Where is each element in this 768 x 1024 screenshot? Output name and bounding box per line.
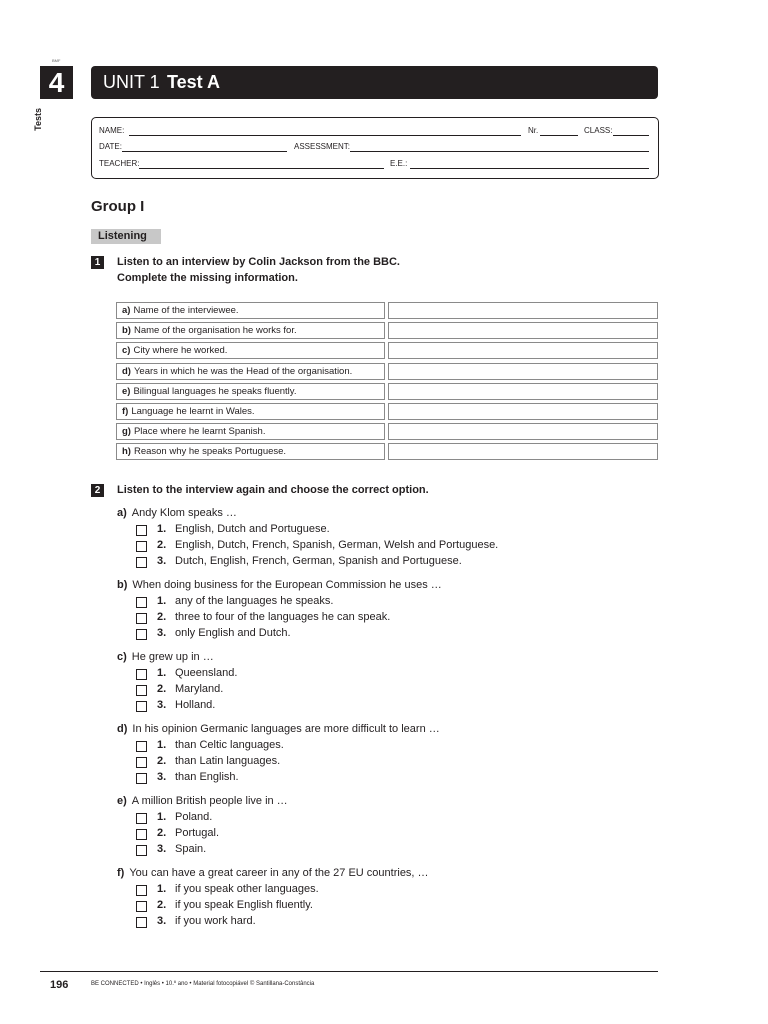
option-checkbox[interactable] xyxy=(136,525,147,536)
option-number: 1. xyxy=(157,667,167,679)
q2-item xyxy=(117,867,429,879)
q2-item xyxy=(117,579,442,591)
assessment-label: ASSESSMENT: xyxy=(294,142,351,151)
q1-answer-cell[interactable] xyxy=(388,363,658,380)
option-checkbox[interactable] xyxy=(136,813,147,824)
option-number: 2. xyxy=(157,539,167,551)
ee-field[interactable] xyxy=(410,168,649,169)
option-text: than Celtic languages. xyxy=(175,739,284,751)
option-checkbox[interactable] xyxy=(136,701,147,712)
q1-prompt-cell xyxy=(116,423,385,440)
section-tag: Listening xyxy=(91,229,161,244)
option-number: 1. xyxy=(157,883,167,895)
q2-item-text: Andy Klom speaks … xyxy=(131,507,237,519)
option-number: 1. xyxy=(157,811,167,823)
q1-row-text: Name of the organisation he works for. xyxy=(133,325,297,337)
option-text: if you work hard. xyxy=(175,915,256,927)
option-text: than Latin languages. xyxy=(175,755,281,767)
side-label: Tests xyxy=(33,108,43,131)
option-text: than English. xyxy=(175,771,239,783)
question-1-line1: Listen to an interview by Colin Jackson from the BBC. xyxy=(117,256,400,268)
student-info-box xyxy=(91,117,659,179)
nr-label: Nr. xyxy=(528,126,539,135)
option-checkbox[interactable] xyxy=(136,741,147,752)
option-number: 1. xyxy=(157,739,167,751)
q1-row-letter: e) xyxy=(122,385,131,397)
date-field[interactable] xyxy=(122,151,287,152)
q1-row-text: City where he worked. xyxy=(133,345,228,357)
option-checkbox[interactable] xyxy=(136,613,147,624)
q2-item-letter: c) xyxy=(117,651,127,663)
teacher-label: TEACHER: xyxy=(99,159,140,168)
q1-answer-cell[interactable] xyxy=(388,302,658,319)
q2-item-letter: e) xyxy=(117,795,127,807)
option-text: Dutch, English, French, German, Spanish and Portuguese. xyxy=(175,555,462,567)
q1-prompt-cell xyxy=(116,443,385,460)
option-checkbox[interactable] xyxy=(136,829,147,840)
q2-item-text: A million British people live in … xyxy=(131,795,288,807)
q2-item xyxy=(117,723,440,735)
class-field[interactable] xyxy=(613,135,649,136)
option-text: English, Dutch, French, Spanish, German, Welsh and Portuguese. xyxy=(175,539,499,551)
q1-row-text: Place where he learnt Spanish. xyxy=(133,426,266,438)
date-label: DATE: xyxy=(99,142,122,151)
option-number: 3. xyxy=(157,915,167,927)
section-number-badge: 4 xyxy=(40,66,73,99)
option-text: Poland. xyxy=(175,811,213,823)
side-tiny-code: BMF xyxy=(52,58,61,63)
option-text: if you speak English fluently. xyxy=(175,899,313,911)
option-text: if you speak other languages. xyxy=(175,883,319,895)
option-checkbox[interactable] xyxy=(136,541,147,552)
q2-item-letter: b) xyxy=(117,579,128,591)
option-checkbox[interactable] xyxy=(136,629,147,640)
q2-item-text: When doing business for the European Commission he uses … xyxy=(132,579,442,591)
option-number: 3. xyxy=(157,843,167,855)
q1-row-letter: h) xyxy=(122,446,131,458)
option-number: 1. xyxy=(157,523,167,535)
option-checkbox[interactable] xyxy=(136,917,147,928)
q1-row-text: Reason why he speaks Portuguese. xyxy=(133,446,287,458)
title-bar xyxy=(91,66,658,99)
q2-item-text: You can have a great career in any of the 27 EU countries, … xyxy=(129,867,429,879)
q1-prompt-cell xyxy=(116,322,385,339)
option-number: 2. xyxy=(157,611,167,623)
option-text: three to four of the languages he can speak. xyxy=(175,611,391,623)
nr-field[interactable] xyxy=(540,135,578,136)
q1-answer-cell[interactable] xyxy=(388,383,658,400)
option-number: 2. xyxy=(157,827,167,839)
question-2-text: Listen to the interview again and choose the correct option. xyxy=(117,484,429,496)
option-number: 3. xyxy=(157,771,167,783)
option-checkbox[interactable] xyxy=(136,845,147,856)
option-checkbox[interactable] xyxy=(136,597,147,608)
q2-item xyxy=(117,651,214,663)
option-number: 2. xyxy=(157,683,167,695)
option-checkbox[interactable] xyxy=(136,885,147,896)
q1-row-text: Years in which he was the Head of the organisation. xyxy=(133,365,353,377)
q1-prompt-cell xyxy=(116,383,385,400)
q1-prompt-cell xyxy=(116,302,385,319)
test-label: Test A xyxy=(167,72,221,92)
q1-answer-cell[interactable] xyxy=(388,403,658,420)
q2-item-letter: f) xyxy=(117,867,125,879)
q1-row-letter: d) xyxy=(122,365,131,377)
q2-item-letter: a) xyxy=(117,507,127,519)
option-text: only English and Dutch. xyxy=(175,627,291,639)
q1-prompt-cell xyxy=(116,342,385,359)
q1-row-letter: b) xyxy=(122,325,131,337)
teacher-field[interactable] xyxy=(139,168,384,169)
option-text: Queensland. xyxy=(175,667,238,679)
option-checkbox[interactable] xyxy=(136,773,147,784)
option-checkbox[interactable] xyxy=(136,685,147,696)
footer-text: BE CONNECTED • Inglês • 10.º ano • Material fotocopiável © Santillana-Constância xyxy=(91,981,315,987)
option-number: 2. xyxy=(157,755,167,767)
group-heading: Group I xyxy=(91,198,145,215)
q2-item-text: He grew up in … xyxy=(131,651,214,663)
q2-item xyxy=(117,507,237,519)
option-text: any of the languages he speaks. xyxy=(175,595,334,607)
question-1-line2: Complete the missing information. xyxy=(117,272,298,284)
option-text: Maryland. xyxy=(175,683,224,695)
unit-label: UNIT 1 xyxy=(103,72,160,92)
q1-prompt-cell xyxy=(116,363,385,380)
q2-item-text: In his opinion Germanic languages are more difficult to learn … xyxy=(132,723,440,735)
page-number: 196 xyxy=(50,979,69,991)
q1-answer-cell[interactable] xyxy=(388,423,658,440)
q1-row-text: Bilingual languages he speaks fluently. xyxy=(133,385,297,397)
q2-item xyxy=(117,795,288,807)
option-checkbox[interactable] xyxy=(136,757,147,768)
class-label: CLASS: xyxy=(584,126,613,135)
option-text: Portugal. xyxy=(175,827,220,839)
question-1-number: 1 xyxy=(91,256,104,269)
option-checkbox[interactable] xyxy=(136,669,147,680)
option-checkbox[interactable] xyxy=(136,557,147,568)
question-2-number: 2 xyxy=(91,484,104,497)
q1-answer-cell[interactable] xyxy=(388,342,658,359)
option-text: English, Dutch and Portuguese. xyxy=(175,523,330,535)
q1-row-letter: a) xyxy=(122,305,131,316)
option-number: 1. xyxy=(157,595,167,607)
option-checkbox[interactable] xyxy=(136,901,147,912)
option-number: 3. xyxy=(157,627,167,639)
q1-row-letter: f) xyxy=(122,406,129,417)
ee-label: E.E.: xyxy=(390,159,408,168)
option-number: 3. xyxy=(157,699,167,711)
q1-row-letter: g) xyxy=(122,426,131,438)
q1-row-text: Language he learnt in Wales. xyxy=(131,406,255,417)
option-text: Holland. xyxy=(175,699,216,711)
name-field[interactable] xyxy=(129,135,521,136)
q1-answer-cell[interactable] xyxy=(388,322,658,339)
q1-answer-cell[interactable] xyxy=(388,443,658,460)
option-number: 2. xyxy=(157,899,167,911)
option-text: Spain. xyxy=(175,843,207,855)
q1-row-text: Name of the interviewee. xyxy=(133,305,239,316)
assessment-field[interactable] xyxy=(350,151,649,152)
q1-row-letter: c) xyxy=(122,345,131,357)
footer-rule xyxy=(40,971,658,972)
name-label: NAME: xyxy=(99,126,125,135)
q2-item-letter: d) xyxy=(117,723,128,735)
q1-prompt-cell xyxy=(116,403,385,420)
option-number: 3. xyxy=(157,555,167,567)
